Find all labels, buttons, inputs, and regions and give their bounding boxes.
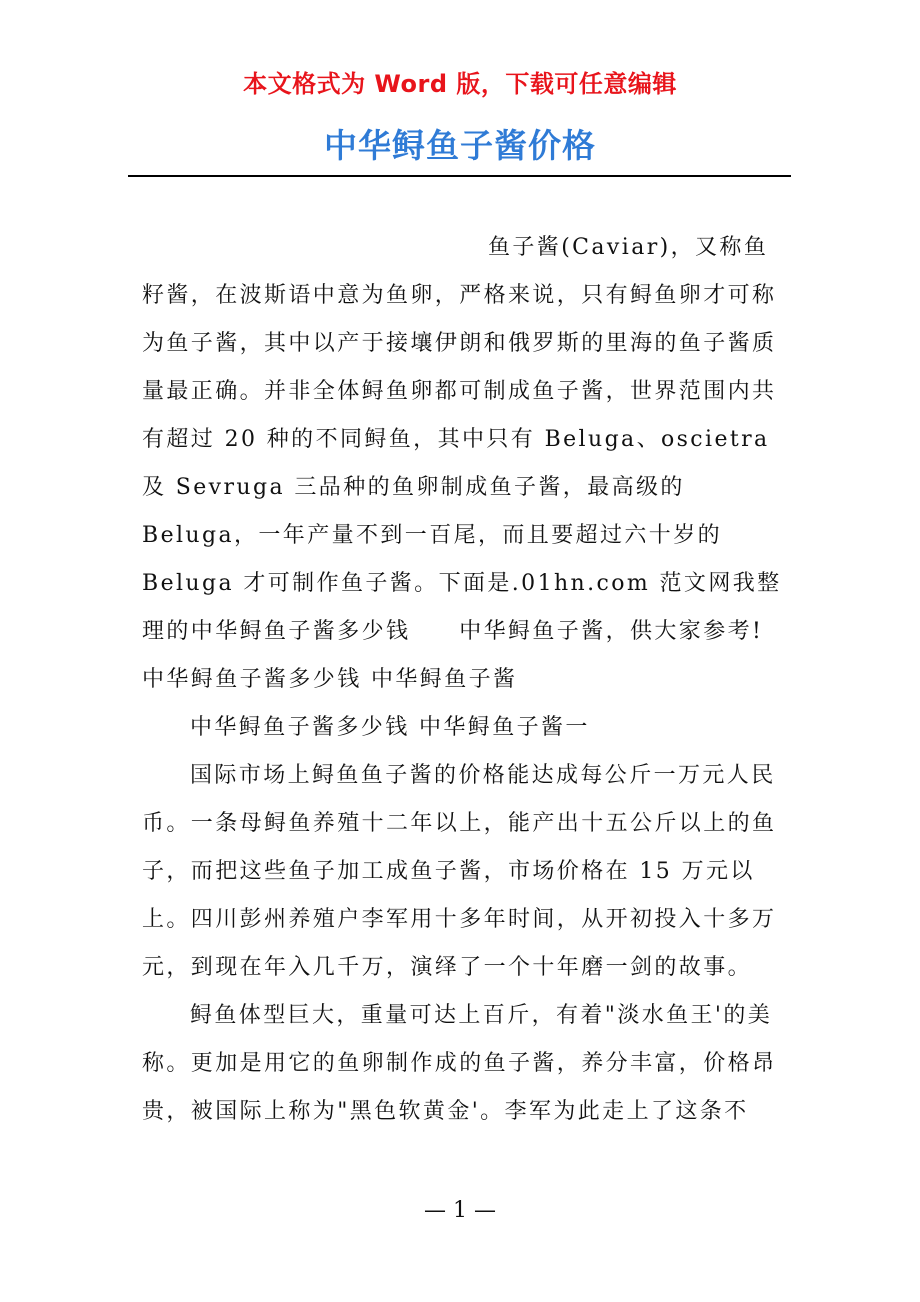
format-banner: 本文格式为 Word 版，下载可任意编辑 [243,70,677,98]
paragraph-intro: 鱼子酱(Caviar)，又称鱼籽酱，在波斯语中意为鱼卵，严格来说，只有鲟鱼卵才可称为鱼子酱，其中以产于接壤伊朗和俄罗斯的里海的鱼子酱质量最正确。并非全体鲟鱼卵都可制成鱼子酱，世界范围内共有超过 20 种的不同鲟鱼，其中只有 Beluga、oscietra 及 Sevruga 三品种的鱼卵制成鱼子酱，最高级的 Beluga，一年产量不到一百尾，而且要超过六十岁的 Beluga 才可制作鱼子酱。下面是.01hn.com 范文网我整理的中华鲟鱼子酱多少钱 中华鲟鱼子酱，供大家参考! 中华鲟鱼子酱多少钱 中华鲟鱼子酱 [142,235,813,692]
document-body [142,224,813,1136]
paragraph-subheading: 中华鲟鱼子酱多少钱 中华鲟鱼子酱一 [190,715,590,740]
paragraph-market-price: 国际市场上鲟鱼鱼子酱的价格能达成每公斤一万元人民币。一条母鲟鱼养殖十二年以上，能产出十五公斤以上的鱼子，而把这些鱼子加工成鱼子酱，市场价格在 15 万元以上。四川彭州养殖户李军用十多年时间，从开初投入十多万元，到现在年入几千万，演绎了一个十年磨一剑的故事。 [142,763,777,980]
document-title: 中华鲟鱼子酱价格 [324,126,596,165]
title-divider [128,175,791,177]
page-number: — 1 — [424,1198,496,1223]
paragraph-sturgeon-description: 鲟鱼体型巨大，重量可达上百斤，有着"淡水鱼王'的美称。更加是用它的鱼卵制作成的鱼子酱，养分丰富，价格昂贵，被国际上称为"黑色软黄金'。李军为此走上了这条不 [142,1003,777,1124]
